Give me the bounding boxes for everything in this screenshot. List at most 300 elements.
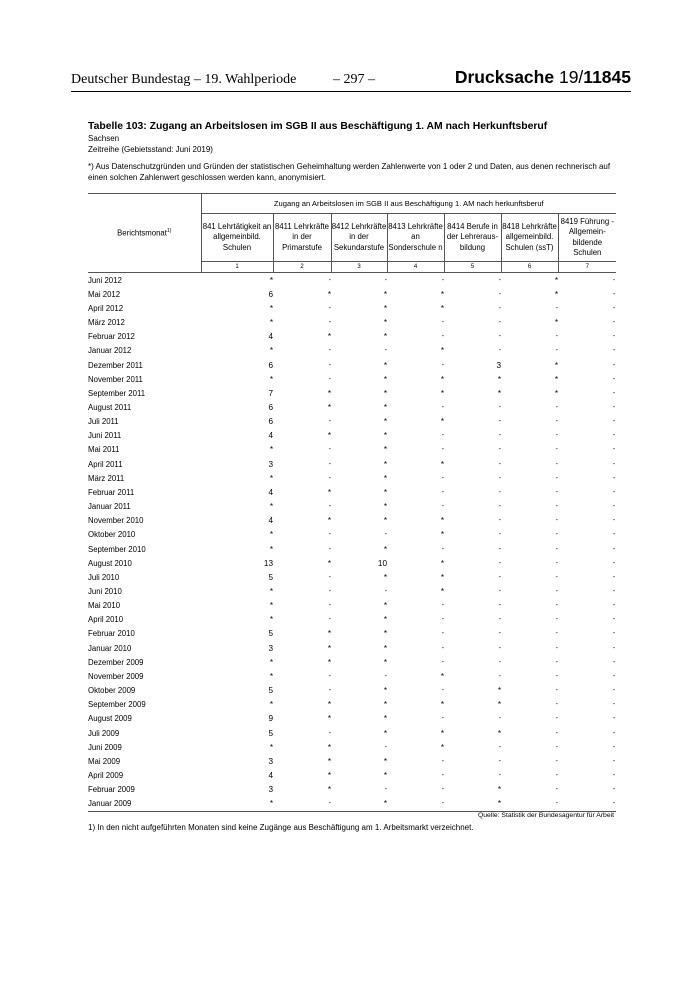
value-cell: 5 — [268, 728, 273, 738]
value-cell: * — [383, 572, 387, 582]
value-cell: - — [555, 488, 558, 496]
value-cell: * — [383, 332, 387, 342]
value-cell: - — [273, 797, 331, 812]
value-cell: * — [383, 643, 387, 653]
column-number: 2 — [273, 262, 331, 273]
value-cell: - — [612, 573, 616, 581]
value-cell: - — [612, 729, 616, 737]
value-cell: - — [498, 588, 501, 596]
table-row — [88, 542, 616, 556]
value-cell: - — [555, 545, 558, 553]
value-cell: - — [498, 715, 501, 723]
table-row — [88, 443, 616, 457]
value-cell: - — [441, 602, 444, 610]
value-cell: - — [555, 602, 558, 610]
value-cell: * — [269, 318, 273, 328]
value-cell: - — [555, 418, 558, 426]
value-cell: - — [612, 701, 616, 709]
value-cell: * — [327, 516, 331, 526]
value-cell: * — [440, 346, 444, 356]
value-cell: * — [383, 445, 387, 455]
value-cell: - — [612, 743, 616, 751]
table-row — [88, 669, 616, 683]
value-cell: - — [555, 333, 558, 341]
value-cell: - — [498, 432, 501, 440]
value-cell: * — [269, 303, 273, 313]
month-cell: September 2010 — [88, 544, 146, 554]
table-row — [88, 415, 616, 429]
value-cell: - — [441, 503, 444, 511]
value-cell: 4 — [268, 771, 273, 781]
value-cell: 13 — [263, 558, 273, 568]
value-cell: * — [444, 797, 501, 812]
value-cell: - — [441, 757, 444, 765]
value-cell: * — [269, 657, 273, 667]
value-cell: - — [555, 347, 558, 355]
value-cell: - — [328, 545, 331, 553]
value-cell: * — [269, 374, 273, 384]
value-cell: - — [555, 644, 558, 652]
value-cell: * — [269, 445, 273, 455]
value-cell: - — [555, 503, 558, 511]
month-cell: August 2009 — [88, 714, 132, 724]
table-row — [88, 712, 616, 726]
value-cell: * — [331, 797, 387, 812]
value-cell: - — [328, 304, 331, 312]
table-row — [88, 754, 616, 768]
value-cell: - — [555, 517, 558, 525]
value-cell: - — [555, 573, 558, 581]
value-cell: - — [498, 757, 501, 765]
table-row — [88, 698, 616, 712]
table-row — [88, 457, 616, 471]
month-cell: August 2010 — [88, 558, 132, 568]
value-cell: - — [612, 517, 616, 525]
value-cell: - — [384, 531, 387, 539]
value-cell: 3 — [268, 756, 273, 766]
month-cell: Februar 2010 — [88, 629, 135, 639]
value-cell: * — [497, 728, 501, 738]
value-cell: - — [498, 602, 501, 610]
value-cell: - — [498, 559, 501, 567]
column-number: 1 — [201, 262, 273, 273]
month-cell: März 2012 — [88, 318, 125, 328]
month-cell: September 2009 — [88, 700, 146, 710]
value-cell: - — [498, 276, 501, 284]
value-cell: - — [498, 319, 501, 327]
month-cell: März 2011 — [88, 473, 125, 483]
value-cell: - — [441, 644, 444, 652]
value-cell: - — [328, 446, 331, 454]
table-row — [88, 613, 616, 627]
drucksache-id — [455, 67, 631, 88]
value-cell: - — [328, 418, 331, 426]
value-cell: - — [384, 276, 387, 284]
value-cell: - — [555, 630, 558, 638]
value-cell: * — [269, 502, 273, 512]
value-cell: - — [328, 319, 331, 327]
column-header: 8413 Lehrkräfte an Sonderschule n — [387, 214, 444, 262]
value-cell: - — [555, 786, 558, 794]
value-cell: - — [612, 503, 616, 511]
value-cell: * — [383, 459, 387, 469]
drucksache-prefix: 19/ — [558, 67, 584, 87]
value-cell: - — [612, 361, 616, 369]
value-cell: * — [440, 587, 444, 597]
value-cell: * — [327, 700, 331, 710]
value-cell: * — [327, 431, 331, 441]
value-cell: - — [384, 588, 387, 596]
value-cell: * — [554, 275, 558, 285]
month-cell: Juli 2010 — [88, 572, 120, 582]
table-row — [88, 684, 616, 698]
value-cell: * — [327, 785, 331, 795]
value-cell: * — [383, 728, 387, 738]
value-cell: 3 — [268, 785, 273, 795]
value-cell: * — [440, 530, 444, 540]
value-cell: - — [328, 672, 331, 680]
table-row — [88, 726, 616, 740]
value-cell: - — [612, 772, 616, 780]
value-cell: - — [612, 460, 616, 468]
page-header — [71, 67, 631, 92]
value-cell: * — [269, 346, 273, 356]
month-cell: Mai 2010 — [88, 601, 121, 611]
value-cell: 4 — [268, 487, 273, 497]
value-cell: - — [555, 403, 558, 411]
value-cell: - — [555, 531, 558, 539]
group-header: Zugang an Arbeitslosen im SGB II aus Beschäftigung 1. AM nach herkunftsberuf — [201, 194, 616, 214]
month-cell: Mai 2012 — [88, 289, 121, 299]
value-cell: - — [555, 446, 558, 454]
value-cell: - — [441, 545, 444, 553]
value-cell: * — [327, 629, 331, 639]
value-cell: - — [498, 290, 501, 298]
value-cell: * — [383, 502, 387, 512]
region-label: Sachsen — [88, 134, 120, 143]
value-cell: - — [612, 715, 616, 723]
data-table — [88, 193, 616, 812]
value-cell: * — [383, 303, 387, 313]
table-row — [88, 471, 616, 485]
value-cell: * — [327, 487, 331, 497]
value-cell: * — [440, 303, 444, 313]
table-row — [88, 485, 616, 499]
month-cell: April 2012 — [88, 303, 124, 313]
value-cell: - — [498, 672, 501, 680]
table-row — [88, 500, 616, 514]
value-cell: * — [554, 318, 558, 328]
value-cell: - — [384, 743, 387, 751]
month-cell: Januar 2010 — [88, 643, 132, 653]
header-rule — [71, 91, 631, 92]
value-cell: - — [501, 797, 558, 812]
value-cell: - — [441, 786, 444, 794]
value-cell: 4 — [268, 516, 273, 526]
value-cell: - — [441, 715, 444, 723]
value-cell: * — [440, 700, 444, 710]
table-row — [88, 301, 616, 315]
month-cell: April 2011 — [88, 459, 123, 469]
value-cell: - — [441, 361, 444, 369]
value-cell: - — [612, 276, 616, 284]
column-header: 841 Lehrtätigkeit an allgemeinbild. Schulen — [201, 214, 273, 262]
value-cell: - — [555, 743, 558, 751]
source-note: Quelle: Statistik der Bundesagentur für Arbeit — [477, 812, 614, 819]
table-row — [88, 768, 616, 782]
value-cell: * — [383, 473, 387, 483]
value-cell: - — [555, 559, 558, 567]
column-number: 5 — [444, 262, 501, 273]
value-cell: - — [328, 573, 331, 581]
value-cell: * — [327, 388, 331, 398]
value-cell: - — [441, 616, 444, 624]
column-header: 8411 Lehrkräfte in der Primarstufe — [273, 214, 331, 262]
month-cell: Juli 2009 — [88, 728, 120, 738]
value-cell: 6 — [268, 402, 273, 412]
value-cell: * — [440, 388, 444, 398]
value-cell: - — [555, 460, 558, 468]
month-cell: Mai 2009 — [88, 756, 121, 766]
month-cell: Januar 2012 — [88, 346, 132, 356]
value-cell: * — [269, 742, 273, 752]
column-header: 8418 Lehrkräfte allgemeinbild. Schulen (ssT) — [501, 214, 558, 262]
value-cell: - — [498, 474, 501, 482]
value-cell: * — [269, 601, 273, 611]
value-cell: - — [441, 658, 444, 666]
value-cell: 3 — [268, 459, 273, 469]
value-cell: - — [612, 319, 616, 327]
value-cell: - — [498, 517, 501, 525]
value-cell: * — [497, 374, 501, 384]
value-cell: * — [327, 742, 331, 752]
value-cell: * — [440, 572, 444, 582]
page-number: – 297 – — [333, 72, 375, 87]
month-cell: September 2011 — [88, 388, 146, 398]
value-cell: * — [383, 601, 387, 611]
value-cell: - — [555, 701, 558, 709]
value-cell: - — [612, 389, 616, 397]
value-cell: - — [498, 333, 501, 341]
table-row — [88, 627, 616, 641]
value-cell: * — [327, 332, 331, 342]
value-cell: - — [441, 403, 444, 411]
month-cell: November 2009 — [88, 671, 144, 681]
value-cell: * — [327, 714, 331, 724]
month-cell: April 2009 — [88, 771, 124, 781]
value-cell: * — [383, 417, 387, 427]
drucksache-number: 11845 — [583, 67, 631, 87]
value-cell: - — [441, 276, 444, 284]
value-cell: - — [328, 361, 331, 369]
value-cell: - — [498, 644, 501, 652]
table-row — [88, 655, 616, 669]
value-cell: * — [440, 516, 444, 526]
value-cell: * — [383, 318, 387, 328]
value-cell: * — [383, 360, 387, 370]
value-cell: 3 — [496, 360, 501, 370]
value-cell: 5 — [268, 629, 273, 639]
value-cell: * — [383, 402, 387, 412]
table-row — [88, 386, 616, 400]
value-cell: - — [612, 672, 616, 680]
value-cell: 6 — [268, 417, 273, 427]
month-cell: Januar 2011 — [88, 502, 131, 512]
month-header-text: Berichtsmonat — [117, 228, 167, 238]
column-header: 8412 Lehrkräfte in der Sekundarstufe — [331, 214, 387, 262]
table-row — [88, 358, 616, 372]
value-cell: - — [498, 545, 501, 553]
value-cell: * — [497, 686, 501, 696]
value-cell: - — [612, 658, 616, 666]
value-cell: - — [612, 687, 616, 695]
table-row — [88, 797, 616, 812]
value-cell: - — [555, 715, 558, 723]
month-cell: November 2010 — [88, 516, 144, 526]
value-cell: * — [327, 756, 331, 766]
value-cell: * — [383, 289, 387, 299]
value-cell: - — [498, 743, 501, 751]
value-cell: - — [441, 474, 444, 482]
value-cell: - — [555, 432, 558, 440]
value-cell: - — [612, 446, 616, 454]
value-cell: * — [327, 643, 331, 653]
value-cell: - — [441, 630, 444, 638]
value-cell: 5 — [268, 572, 273, 582]
value-cell: - — [384, 786, 387, 794]
value-cell: - — [328, 687, 331, 695]
value-cell: - — [328, 375, 331, 383]
value-cell: - — [612, 488, 616, 496]
value-cell: * — [383, 388, 387, 398]
value-cell: - — [441, 687, 444, 695]
value-cell: - — [555, 658, 558, 666]
value-cell: * — [383, 487, 387, 497]
column-number: 3 — [331, 262, 387, 273]
value-cell: * — [383, 544, 387, 554]
value-cell: * — [383, 615, 387, 625]
value-cell: * — [440, 558, 444, 568]
value-cell: * — [497, 700, 501, 710]
value-cell: * — [269, 700, 273, 710]
value-cell: * — [497, 388, 501, 398]
time-series-label: Zeitreihe (Gebietsstand: Juni 2019) — [88, 145, 213, 154]
value-cell: - — [555, 588, 558, 596]
value-cell: 9 — [268, 714, 273, 724]
value-cell: * — [383, 700, 387, 710]
table-row — [88, 514, 616, 528]
value-cell: - — [328, 503, 331, 511]
value-cell: * — [554, 360, 558, 370]
value-cell: * — [440, 374, 444, 384]
privacy-note: *) Aus Datenschutzgründen und Gründen der statistischen Geheimhaltung werden Zahlenwerte von 1 oder 2 und Daten, aus denen rechnerisch auf einen solchen Zahlenwert geschlossen werden kann, anonymisiert. — [88, 162, 611, 182]
value-cell: - — [498, 403, 501, 411]
value-cell: - — [328, 729, 331, 737]
value-cell: * — [554, 388, 558, 398]
table-row — [88, 556, 616, 570]
value-cell: - — [612, 786, 616, 794]
table-row — [88, 344, 616, 358]
table-row — [88, 273, 616, 288]
table-row — [88, 783, 616, 797]
table-row — [88, 599, 616, 613]
value-cell: - — [555, 672, 558, 680]
value-cell: - — [612, 432, 616, 440]
value-cell: - — [612, 333, 616, 341]
month-cell: Februar 2011 — [88, 487, 135, 497]
value-cell: * — [269, 530, 273, 540]
table-row — [88, 287, 616, 301]
value-cell: - — [612, 474, 616, 482]
value-cell: * — [327, 402, 331, 412]
value-cell: - — [441, 333, 444, 341]
value-cell: 6 — [268, 360, 273, 370]
value-cell: - — [328, 602, 331, 610]
month-cell: Februar 2009 — [88, 785, 135, 795]
table-row — [88, 528, 616, 542]
value-cell: - — [441, 772, 444, 780]
value-cell: - — [555, 772, 558, 780]
value-cell: - — [328, 460, 331, 468]
column-number: 6 — [501, 262, 558, 273]
value-cell: * — [383, 516, 387, 526]
value-cell: * — [383, 686, 387, 696]
month-column-header — [88, 194, 201, 273]
value-cell: - — [328, 347, 331, 355]
value-cell: - — [555, 729, 558, 737]
value-cell: - — [612, 531, 616, 539]
value-cell: * — [440, 459, 444, 469]
table-row — [88, 584, 616, 598]
month-cell: Oktober 2010 — [88, 530, 136, 540]
value-cell: * — [383, 431, 387, 441]
value-cell: - — [498, 658, 501, 666]
table-row — [88, 315, 616, 329]
value-cell: * — [440, 417, 444, 427]
month-cell: Juni 2009 — [88, 742, 122, 752]
table-row — [88, 570, 616, 584]
value-cell: - — [498, 531, 501, 539]
column-header: 8419 Führung - Allgemein-bildende Schulen — [558, 214, 616, 262]
column-number: 7 — [558, 262, 616, 273]
month-cell: Januar 2009 — [88, 797, 201, 812]
value-cell: - — [498, 573, 501, 581]
value-cell: - — [441, 319, 444, 327]
value-cell: - — [612, 304, 616, 312]
value-cell: - — [498, 488, 501, 496]
value-cell: - — [328, 588, 331, 596]
value-cell: * — [440, 728, 444, 738]
value-cell: - — [498, 460, 501, 468]
header-left: Deutscher Bundestag – 19. Wahlperiode — [71, 72, 297, 87]
value-cell: - — [328, 276, 331, 284]
value-cell: - — [555, 616, 558, 624]
value-cell: - — [498, 630, 501, 638]
value-cell: - — [384, 347, 387, 355]
value-cell: * — [383, 629, 387, 639]
value-cell: * — [269, 473, 273, 483]
footnote: 1) In den nicht aufgeführten Monaten sind keine Zugänge aus Beschäftigung am 1. Arbeitsmarkt verzeichnet. — [88, 823, 474, 832]
value-cell: * — [269, 615, 273, 625]
value-cell: * — [201, 797, 273, 812]
value-cell: 3 — [268, 643, 273, 653]
value-cell: - — [498, 347, 501, 355]
value-cell: * — [269, 544, 273, 554]
value-cell: - — [612, 545, 616, 553]
value-cell: * — [327, 558, 331, 568]
value-cell: - — [498, 503, 501, 511]
value-cell: 4 — [268, 332, 273, 342]
